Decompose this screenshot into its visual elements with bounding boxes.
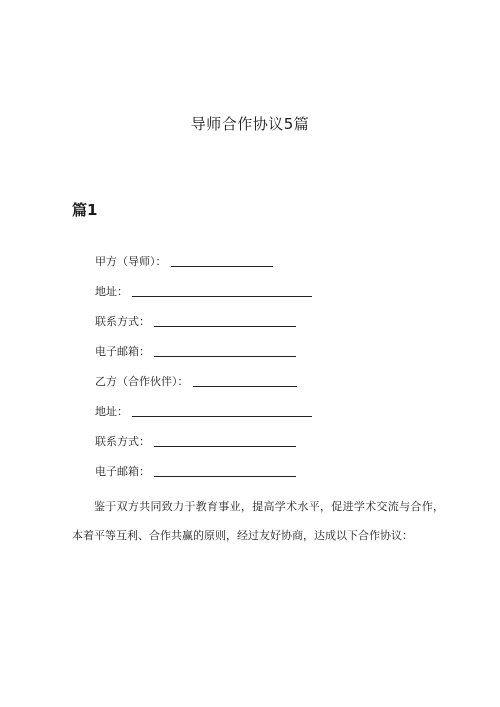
party-a-address-label: 地址： — [95, 285, 128, 298]
party-b-email-label: 电子邮箱： — [95, 465, 150, 478]
party-a-name-row — [95, 252, 273, 270]
party-b-email-blank[interactable] — [154, 464, 296, 477]
party-a-name-blank[interactable] — [171, 254, 273, 267]
party-a-address-row — [95, 282, 312, 300]
party-a-name-label: 甲方（导师）： — [95, 255, 167, 268]
party-b-name-blank[interactable] — [193, 374, 297, 387]
party-a-address-blank[interactable] — [132, 284, 312, 297]
party-b-name-label: 乙方（合作伙伴）： — [95, 375, 189, 388]
party-a-email-row — [95, 342, 296, 360]
party-b-contact-row — [95, 432, 296, 450]
party-b-contact-blank[interactable] — [154, 434, 296, 447]
party-b-name-row — [95, 372, 297, 390]
party-a-contact-blank[interactable] — [154, 314, 296, 327]
party-b-email-row — [95, 462, 296, 480]
section-heading: 篇1 — [72, 201, 98, 219]
party-a-contact-label: 联系方式： — [95, 315, 150, 328]
party-a-email-label: 电子邮箱： — [95, 345, 150, 358]
party-a-email-blank[interactable] — [154, 344, 296, 357]
document-title: 导师合作协议5篇 — [190, 115, 310, 133]
party-b-address-label: 地址： — [95, 405, 128, 418]
party-b-address-blank[interactable] — [132, 404, 312, 417]
party-b-contact-label: 联系方式： — [95, 435, 150, 448]
intro-paragraph: 鉴于双方共同致力于教育事业，提高学术水平，促进学术交流与合作，本着平等互利、合作共赢的原则，经过友好协商，达成以下合作协议： — [72, 500, 444, 542]
party-a-contact-row — [95, 312, 296, 330]
party-b-address-row — [95, 402, 312, 420]
